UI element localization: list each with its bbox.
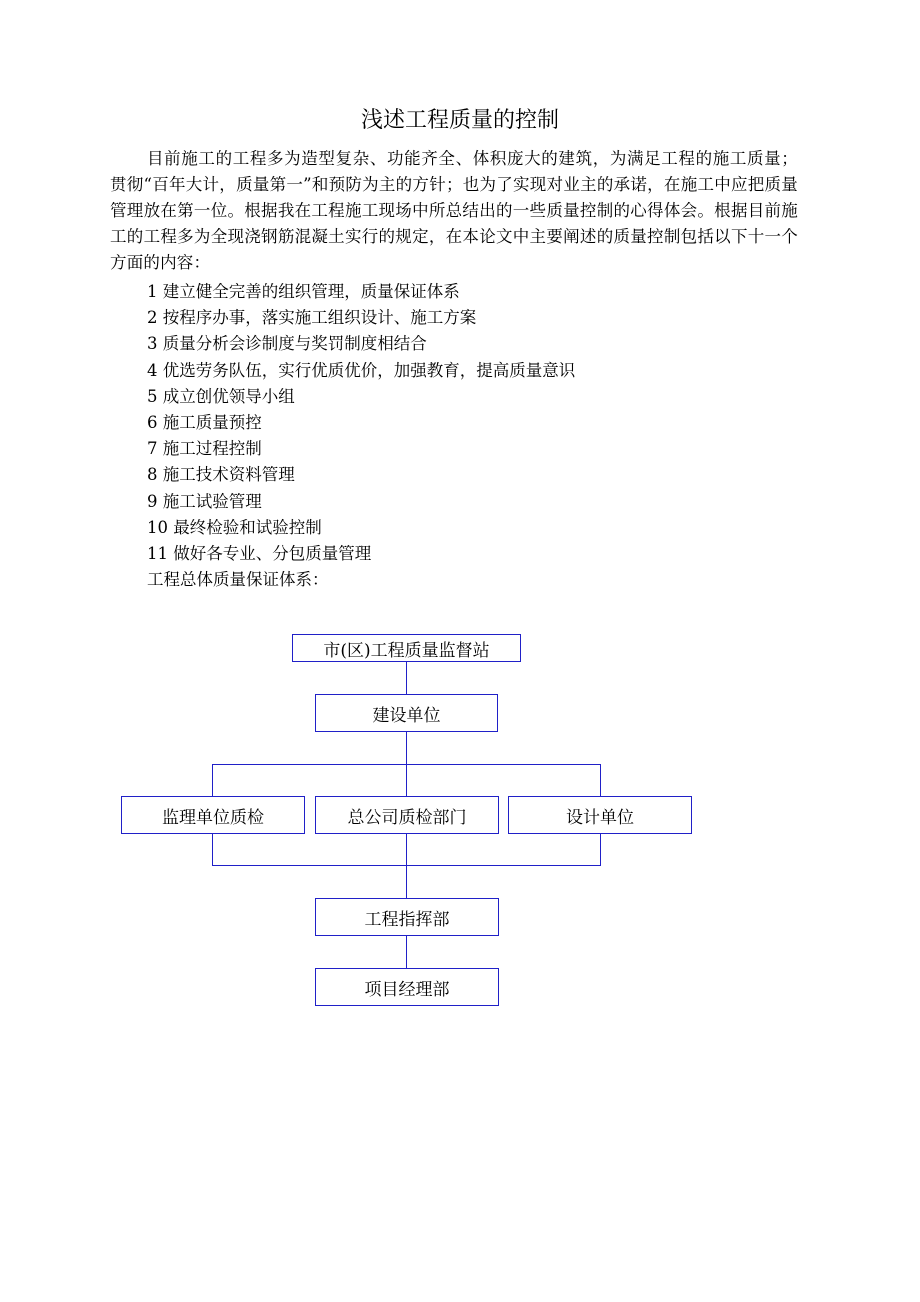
control-items-list xyxy=(147,279,575,593)
document-title: 浅述工程质量的控制 xyxy=(360,108,559,133)
connector-right-upper xyxy=(600,764,601,797)
connector-station-to-construction xyxy=(406,661,407,695)
list-item: 1 建立健全完善的组织管理，质量保证体系 xyxy=(147,282,460,301)
box-construction-unit: 建设单位 xyxy=(315,694,498,732)
connector-left-upper xyxy=(212,764,213,797)
connector-command-to-manager xyxy=(406,935,407,969)
intro-paragraph: 目前施工的工程多为造型复杂、功能齐全、体积庞大的建筑，为满足工程的施工质量；贯彻“百年大计，质量第一”和预防为主的方针；也为了实现对业主的承诺，在施工中应把质量管理放在第一位。根据我在工程施工现场中所总结出的一些质量控制的心得体会。根据目前施工的工程多为全现浇钢筋混凝土实行的规定，在本论文中主要阐述的质量控制包括以下十一个方面的内容： xyxy=(110,149,798,272)
list-item: 11 做好各专业、分包质量管理 xyxy=(147,544,372,564)
connector-middle-down xyxy=(406,833,407,899)
connector-upper-bar xyxy=(212,764,601,765)
list-item: 10 最终检验和试验控制 xyxy=(147,517,322,537)
list-item: 8 施工技术资料管理 xyxy=(147,465,295,485)
list-item: 3 质量分析会诊制度与奖罚制度相结合 xyxy=(147,334,427,354)
list-item: 4 优选劳务队伍，实行优质优价，加强教育，提高质量意识 xyxy=(147,360,576,380)
box-company-qc: 总公司质检部门 xyxy=(315,796,499,834)
box-project-command: 工程指挥部 xyxy=(315,898,499,936)
list-item: 2 按程序办事，落实施工组织设计、施工方案 xyxy=(147,308,477,328)
box-design-unit: 设计单位 xyxy=(508,796,692,834)
list-item: 6 施工质量预控 xyxy=(147,413,262,433)
box-project-manager: 项目经理部 xyxy=(315,968,499,1006)
connector-right-lower xyxy=(600,833,601,866)
box-supervisor-qc: 监理单位质检 xyxy=(121,796,305,834)
list-item: 9 施工试验管理 xyxy=(147,491,262,511)
list-item: 5 成立创优领导小组 xyxy=(147,386,295,406)
connector-left-lower xyxy=(212,833,213,866)
list-item: 7 施工过程控制 xyxy=(147,439,262,459)
box-supervision-station: 市(区)工程质量监督站 xyxy=(292,634,521,662)
system-heading: 工程总体质量保证体系： xyxy=(147,570,329,590)
